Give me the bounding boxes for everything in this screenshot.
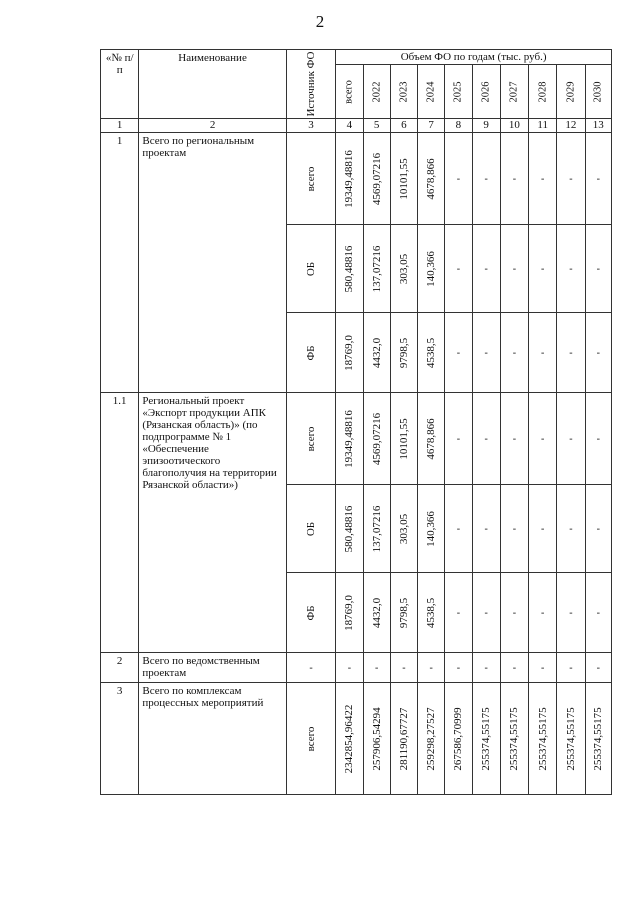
value-cell: - [500, 573, 528, 653]
value-cell: - [445, 225, 472, 313]
index-cell: 4 [336, 119, 363, 133]
row-name: Всего по региональным проектам [139, 133, 286, 393]
value-cell: - [529, 393, 557, 485]
value-cell: - [529, 133, 557, 225]
row-number: 3 [101, 683, 139, 795]
header-num: «№ п/п [101, 50, 139, 119]
value-cell: - [500, 133, 528, 225]
header-source: Источник ФО [286, 50, 335, 119]
value-cell: - [472, 225, 500, 313]
value-cell: 10101,55 [390, 393, 417, 485]
value-cell: 18769,0 [336, 573, 363, 653]
source-cell: ОБ [286, 485, 335, 573]
source-cell: всего [286, 393, 335, 485]
value-cell: 137,07216 [363, 225, 390, 313]
value-cell: 10101,55 [390, 133, 417, 225]
value-cell: 140,366 [418, 225, 445, 313]
value-cell: - [445, 393, 472, 485]
value-cell: - [472, 393, 500, 485]
source-cell: ФБ [286, 313, 335, 393]
value-cell: - [472, 573, 500, 653]
value-cell: - [529, 313, 557, 393]
value-cell: - [418, 653, 445, 683]
value-cell: - [472, 313, 500, 393]
page-number: 2 [315, 12, 325, 31]
value-cell: - [585, 225, 611, 313]
value-cell: - [557, 573, 585, 653]
value-cell: 18769,0 [336, 313, 363, 393]
value-cell: - [585, 393, 611, 485]
index-cell: 12 [557, 119, 585, 133]
value-cell: 255374,55175 [500, 683, 528, 795]
value-cell: - [472, 653, 500, 683]
value-cell: 9798,5 [390, 573, 417, 653]
value-cell: 2342854,96422 [336, 683, 363, 795]
value-cell: 9798,5 [390, 313, 417, 393]
value-cell: 580,48816 [336, 225, 363, 313]
value-cell: 4432,0 [363, 313, 390, 393]
source-cell: всего [286, 133, 335, 225]
source-cell: всего [286, 683, 335, 795]
value-cell: 4538,5 [418, 573, 445, 653]
index-cell: 8 [445, 119, 472, 133]
value-cell: 281190,67727 [390, 683, 417, 795]
value-cell: 580,48816 [336, 485, 363, 573]
index-cell: 3 [286, 119, 335, 133]
table-row [101, 683, 612, 795]
value-cell: 140,366 [418, 485, 445, 573]
header-col-2027: 2027 [500, 65, 528, 119]
source-cell: ФБ [286, 573, 335, 653]
table-row [101, 393, 612, 485]
table-row [101, 653, 612, 683]
value-cell: - [557, 485, 585, 573]
value-cell: - [500, 653, 528, 683]
value-cell: - [557, 653, 585, 683]
source-cell: - [286, 653, 335, 683]
value-cell: - [445, 313, 472, 393]
row-number: 2 [101, 653, 139, 683]
funding-table [100, 49, 612, 795]
value-cell: - [585, 573, 611, 653]
index-cell: 10 [500, 119, 528, 133]
value-cell: - [472, 133, 500, 225]
value-cell: - [529, 653, 557, 683]
value-cell: 257906,54294 [363, 683, 390, 795]
header-col-2023: 2023 [390, 65, 417, 119]
index-cell: 7 [418, 119, 445, 133]
value-cell: - [363, 653, 390, 683]
value-cell: 4569,07216 [363, 133, 390, 225]
value-cell: 4432,0 [363, 573, 390, 653]
header-name: Наименование [139, 50, 286, 119]
index-cell: 11 [529, 119, 557, 133]
value-cell: - [557, 225, 585, 313]
value-cell: 19349,48816 [336, 133, 363, 225]
value-cell: - [500, 393, 528, 485]
row-number: 1.1 [101, 393, 139, 653]
header-col-2028: 2028 [529, 65, 557, 119]
index-cell: 13 [585, 119, 611, 133]
value-cell: 255374,55175 [585, 683, 611, 795]
header-col-2026: 2026 [472, 65, 500, 119]
header-col-2025: 2025 [445, 65, 472, 119]
value-cell: - [445, 485, 472, 573]
table-row [101, 133, 612, 225]
value-cell: 267586,70999 [445, 683, 472, 795]
header-col-2030: 2030 [585, 65, 611, 119]
value-cell: - [445, 573, 472, 653]
value-cell: 137,07216 [363, 485, 390, 573]
source-cell: ОБ [286, 225, 335, 313]
value-cell: 259298,27527 [418, 683, 445, 795]
value-cell: - [585, 133, 611, 225]
value-cell: - [336, 653, 363, 683]
value-cell: - [585, 485, 611, 573]
value-cell: 4569,07216 [363, 393, 390, 485]
value-cell: - [529, 485, 557, 573]
value-cell: 255374,55175 [557, 683, 585, 795]
header-volume: Объем ФО по годам (тыс. руб.) [336, 50, 612, 65]
value-cell: - [500, 313, 528, 393]
index-cell: 5 [363, 119, 390, 133]
header-col-2029: 2029 [557, 65, 585, 119]
row-name: Всего по комплексам процессных мероприятий [139, 683, 286, 795]
value-cell: - [557, 393, 585, 485]
value-cell: - [557, 133, 585, 225]
value-cell: 255374,55175 [529, 683, 557, 795]
value-cell: - [529, 225, 557, 313]
value-cell: 4538,5 [418, 313, 445, 393]
value-cell: - [557, 313, 585, 393]
value-cell: 19349,48816 [336, 393, 363, 485]
value-cell: 303,05 [390, 225, 417, 313]
value-cell: - [585, 653, 611, 683]
value-cell: 4678,866 [418, 393, 445, 485]
index-cell: 6 [390, 119, 417, 133]
value-cell: - [500, 225, 528, 313]
value-cell: 4678,866 [418, 133, 445, 225]
value-cell: - [500, 485, 528, 573]
value-cell: 255374,55175 [472, 683, 500, 795]
header-col-2022: 2022 [363, 65, 390, 119]
value-cell: - [472, 485, 500, 573]
value-cell: - [390, 653, 417, 683]
value-cell: - [585, 313, 611, 393]
header-col-2024: 2024 [418, 65, 445, 119]
row-name: Региональный проект «Экспорт продукции АПК (Рязанская область)» (по подпрограмме № 1 «Обеспечение эпизоотического благополучия на территории Рязанской области») [139, 393, 286, 653]
row-name: Всего по ведомственным проектам [139, 653, 286, 683]
index-cell: 9 [472, 119, 500, 133]
value-cell: - [445, 653, 472, 683]
index-cell: 2 [139, 119, 286, 133]
row-number: 1 [101, 133, 139, 393]
value-cell: 303,05 [390, 485, 417, 573]
index-cell: 1 [101, 119, 139, 133]
value-cell: - [445, 133, 472, 225]
value-cell: - [529, 573, 557, 653]
header-col-всего: всего [336, 65, 363, 119]
